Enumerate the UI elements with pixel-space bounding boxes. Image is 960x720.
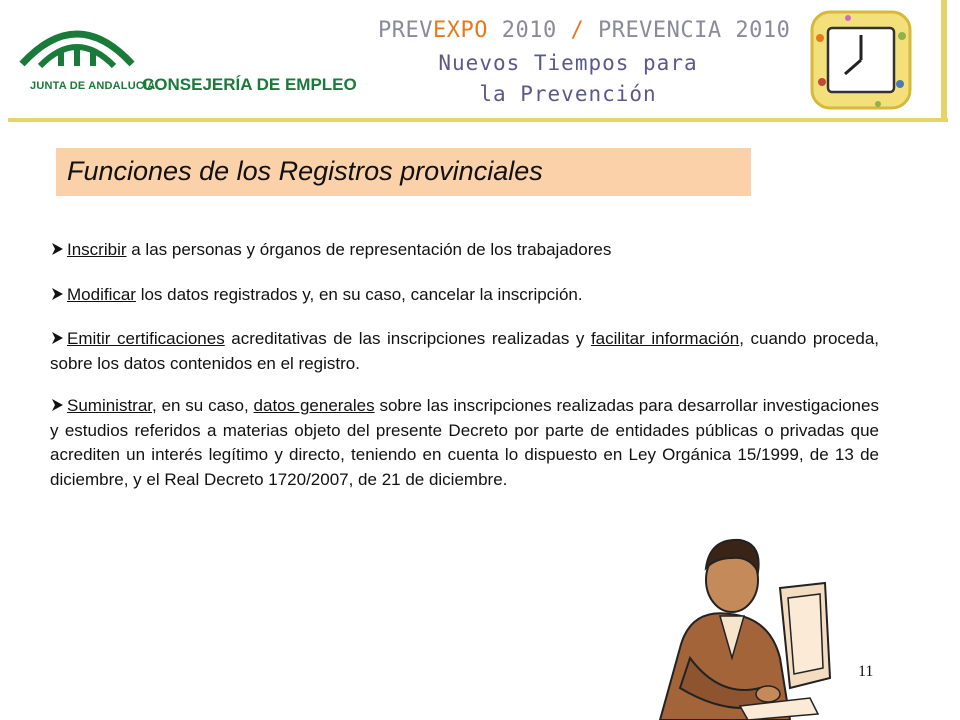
arrow-bullet-icon	[50, 242, 65, 256]
bullet-item	[50, 327, 879, 376]
bullet-keyword-2: datos generales	[253, 396, 375, 415]
bullet-item	[50, 283, 879, 308]
bullet-text: los datos registrados y, en su caso, cancelar la inscripción.	[135, 284, 583, 304]
office-worker-clipart-icon	[640, 528, 840, 720]
slide-title: Funciones de los Registros provinciales	[67, 156, 543, 186]
logo-org-text: JUNTA DE ANDALUCIA	[30, 80, 156, 92]
bullet-keyword-2: facilitar información	[590, 329, 740, 348]
bullet-text-end: sobre las inscripciones realizadas para desarrollar investigaciones y estudios referidos a materias objeto del presente Decreto por parte de entidades públicas o privadas que acrediten un interés legítimo y directo, teniendo en cuenta lo dispuesto en Ley Orgánica 15/1999, de 13 de diciembre, y el Real Decreto 1720/2007, de 21 de diciembre.	[50, 396, 879, 489]
slogan	[388, 48, 748, 110]
logo-dept-text: CONSEJERÍA DE EMPLEO	[142, 75, 357, 94]
junta-emblem-icon	[12, 12, 142, 72]
bullet-keyword: Inscribir	[67, 240, 127, 259]
bullet-item	[50, 394, 879, 492]
bullet-text: , en su caso,	[152, 396, 254, 415]
title-bar	[56, 148, 751, 196]
event-title-prev: PREV	[378, 18, 433, 43]
clock-icon	[808, 8, 914, 112]
slogan-line-2: la Prevención	[479, 82, 657, 106]
bullet-list	[50, 238, 879, 510]
bullet-text: a las personas y órganos de representación de los trabajadores	[126, 240, 612, 259]
header-divider	[8, 118, 948, 122]
arrow-bullet-icon	[50, 287, 65, 301]
bullet-keyword: Modificar	[67, 284, 136, 304]
arrow-bullet-icon	[50, 398, 65, 412]
bullet-keyword: Suministrar	[67, 396, 153, 415]
arrow-bullet-icon	[50, 331, 65, 345]
page-number: 11	[858, 663, 874, 680]
event-title	[378, 18, 791, 43]
slogan-line-1: Nuevos Tiempos para	[438, 51, 698, 75]
bullet-text: acreditativas de las inscripciones realizadas y	[224, 329, 591, 348]
junta-logo	[12, 12, 357, 102]
bullet-item	[50, 238, 879, 263]
event-title-year: 2010	[487, 18, 571, 43]
event-title-slash: /	[570, 18, 585, 43]
event-title-expo: EXPO	[432, 18, 488, 43]
header-side-bar	[941, 0, 947, 122]
bullet-keyword: Emitir certificaciones	[67, 329, 225, 348]
bullet-text-end: , cuando proceda, sobre los datos contenidos en el registro.	[50, 329, 880, 373]
event-title-prevencia: PREVENCIA 2010	[584, 18, 791, 43]
slide-header	[0, 0, 960, 124]
